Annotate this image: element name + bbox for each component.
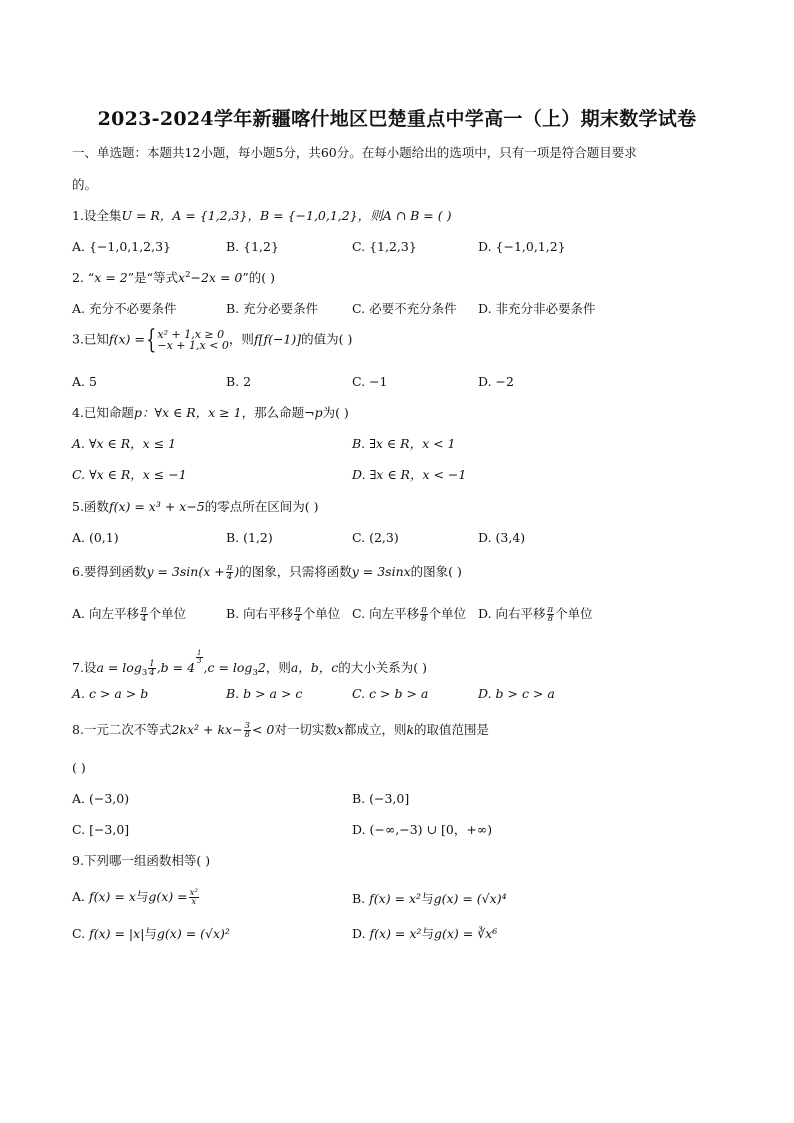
q1-option-c: C. {1,2,3} <box>352 239 417 254</box>
q4-option-d: D. ∃x ∈ R，x < −1 <box>352 467 467 482</box>
piecewise-cases: x² + 1,x ≥ 0 −x + 1,x < 0 <box>157 328 229 352</box>
q4-option-c: C. ∀x ∈ R，x ≤ −1 <box>72 467 187 482</box>
q5-option-b: B. (1,2) <box>226 530 273 545</box>
section-heading-cont: 的。 <box>72 177 98 192</box>
fraction-pi-over-4: $\frac{\pi}{4}$ <box>226 563 233 582</box>
q2-option-c: C. 必要不充分条件 <box>352 301 457 316</box>
q7-option-d: D. b > c > a <box>478 686 555 701</box>
q6-option-c: C. 向左平移 $\frac{\pi}{8}$ 个单位 <box>352 605 467 624</box>
question-6-stem: 6.要得到函数y = 3sin(x + $\frac{\pi}{4}$ )的图象，只需将函数y = 3sinx的图象( ) <box>72 563 462 582</box>
q1-option-d: D. {−1,0,1,2} <box>478 239 566 254</box>
q2-option-b: B. 充分必要条件 <box>226 301 319 316</box>
question-4-stem: 4.已知命题p：∀x ∈ R，x ≥ 1，那么命题¬p为( ) <box>72 405 349 420</box>
q4-option-a: A. ∀x ∈ R，x ≤ 1 <box>72 436 177 451</box>
question-2-stem: 2. “x = 2”是“等式$x^2-2x = 0$”的( ) <box>72 270 275 285</box>
section-heading: 一、单选题：本题共12小题，每小题5分，共60分。在每小题给出的选项中，只有一项是符合题目要求 <box>72 145 637 160</box>
q9-option-a: A. f(x) = x与g(x) = $\frac{\text{x²}}{x}$ <box>72 888 198 907</box>
q8-option-b: B. (−3,0] <box>352 791 410 806</box>
q3-option-c: C. −1 <box>352 374 388 389</box>
q3-option-b: B. 2 <box>226 374 252 389</box>
question-8-stem-cont: ( ) <box>72 760 86 775</box>
q5-option-d: D. (3,4) <box>478 530 526 545</box>
q1-option-b: B. {1,2} <box>226 239 279 254</box>
q7-option-c: C. c > b > a <box>352 686 429 701</box>
q3-option-d: D. −2 <box>478 374 514 389</box>
q6-option-b: B. 向右平移 $\frac{\pi}{4}$ 个单位 <box>226 605 341 624</box>
q7-option-b: B. b > a > c <box>226 686 303 701</box>
question-7-stem: 7.设$a = \log_3$ $\frac{1}{4}$ ,b = 4 $\frac{1}{3}$ $,c = \log_32$，则a，b，c的大小关系为( ) <box>72 649 428 678</box>
q6-option-d: D. 向右平移 $\frac{\pi}{8}$ 个单位 <box>478 605 593 624</box>
question-1-stem: 1.设全集U = R，A = {1,2,3}，B = {−1,0,1,2}，则A ∩ B = ( ) <box>72 208 452 223</box>
q9-option-d: D. f(x) = x²与g(x) = ∛x⁶ <box>352 926 498 941</box>
q9-option-c: C. f(x) = |x|与g(x) = (√x)² <box>72 926 230 941</box>
q4-option-b: B. ∃x ∈ R，x < 1 <box>352 436 456 451</box>
question-8-stem: 8.一元二次不等式2kx² + kx− $\frac{3}{8}$ < 0对一切实数x都成立，则k的取值范围是 <box>72 721 490 740</box>
q8-option-a: A. (−3,0) <box>72 791 130 806</box>
q5-option-c: C. (2,3) <box>352 530 399 545</box>
page-title: 2023-2024学年新疆喀什地区巴楚重点中学高一（上）期末数学试卷 <box>97 108 697 130</box>
q5-option-a: A. (0,1) <box>72 530 119 545</box>
q7-option-a: A. c > a > b <box>72 686 149 701</box>
q6-option-a: A. 向左平移 $\frac{\pi}{4}$ 个单位 <box>72 605 187 624</box>
q1-option-a: A. {−1,0,1,2,3} <box>72 239 172 254</box>
question-9-stem: 9.下列哪一组函数相等( ) <box>72 853 211 868</box>
question-3-stem: 3.已知f(x) ={ x² + 1,x ≥ 0 −x + 1,x < 0 ，则f[f(−1)]的值为( ) <box>72 325 353 355</box>
q8-option-c: C. [−3,0] <box>72 822 130 837</box>
brace-symbol: { <box>146 325 157 355</box>
q2-option-d: D. 非充分非必要条件 <box>478 301 596 316</box>
q9-option-b: B. f(x) = x²与g(x) = (√x)⁴ <box>352 891 507 906</box>
q8-option-d: D. (−∞,−3) ∪ [0，+∞) <box>352 822 493 837</box>
q3-option-a: A. 5 <box>72 374 97 389</box>
q2-option-a: A. 充分不必要条件 <box>72 301 177 316</box>
question-5-stem: 5.函数f(x) = x³ + x−5的零点所在区间为( ) <box>72 499 319 514</box>
